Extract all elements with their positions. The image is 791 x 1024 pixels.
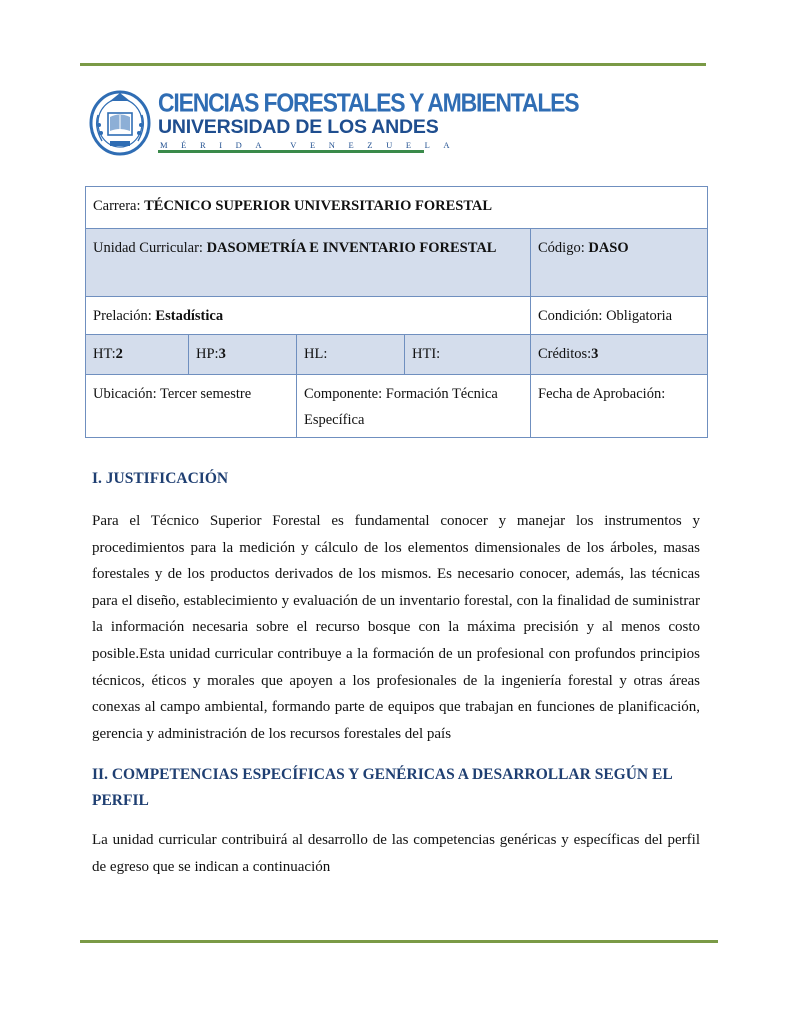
course-info-table: [85, 186, 708, 438]
ht-value: 2: [115, 346, 123, 362]
codigo-cell: [531, 229, 708, 297]
creditos-cell: [531, 335, 708, 375]
creditos-value: 3: [591, 346, 599, 362]
hp-cell: [189, 335, 297, 375]
carrera-value: TÉCNICO SUPERIOR UNIVERSITARIO FORESTAL: [144, 198, 493, 214]
bottom-divider: [80, 940, 718, 943]
section-competencias-text: La unidad curricular contribuirá al desarrollo de las competencias genéricas y específicas del perfil de egreso que se indican a continuación: [92, 832, 700, 875]
section-justificacion-text: Para el Técnico Superior Forestal es fundamental conocer y manejar los instrumentos y procedimientos para la medición y cálculo de los elementos dimensionales de los árboles, masas forestales y de los productos derivados de los mismos. Es necesario conocer, además, las técnicas para el diseño, establecimiento y evaluación de un inventario forestal, con la finalidad de suministrar la información necesaria sobre el recurso bosque con la máxima precisión y al menos costo posible.Esta unidad curricular contribuye a la formación de un profesional con profundos principios técnicos, éticos y morales que apoyen a los profesionales de la ingeniería forestal y otras áreas conexas al campo ambiental, formando parte de equipos que trabajan en funciones de planificación, gerencia y administración de los recursos forestales del país: [92, 513, 700, 742]
unidad-label: Unidad Curricular:: [93, 240, 207, 256]
hti-cell: HTI:: [405, 335, 531, 375]
carrera-cell: [86, 187, 708, 229]
logo-location: MÉRIDA VENEZUELA: [160, 140, 464, 150]
carrera-label: Carrera:: [93, 198, 145, 214]
university-logo: [88, 87, 579, 159]
university-seal-icon: [88, 87, 152, 157]
creditos-label: Créditos:: [538, 346, 592, 362]
codigo-label: Código:: [538, 240, 589, 256]
componente-cell: Componente: Formación Técnica Específica: [297, 375, 531, 438]
section-competencias-heading: II. COMPETENCIAS ESPECÍFICAS Y GENÉRICAS A DESARROLLAR SEGÚN EL PERFIL: [92, 766, 672, 809]
prelacion-label: Prelación:: [93, 308, 156, 324]
ubicacion-cell: Ubicación: Tercer semestre: [86, 375, 297, 438]
top-divider: [80, 63, 706, 66]
logo-faculty-name: CIENCIAS FORESTALES Y AMBIENTALES: [158, 88, 579, 118]
unidad-value: DASOMETRÍA E INVENTARIO FORESTAL: [206, 240, 497, 256]
fecha-aprobacion-cell: Fecha de Aprobación:: [531, 375, 708, 438]
hl-cell: HL:: [297, 335, 405, 375]
ht-cell: [86, 335, 189, 375]
condicion-cell: Condición: Obligatoria: [531, 297, 708, 335]
codigo-value: DASO: [588, 240, 629, 256]
prelacion-value: Estadística: [155, 308, 224, 324]
ht-label: HT:: [93, 346, 116, 362]
hp-value: 3: [218, 346, 226, 362]
logo-underline: [158, 150, 424, 153]
unidad-curricular-cell: [86, 229, 531, 297]
logo-university-name: UNIVERSIDAD DE LOS ANDES: [158, 116, 439, 138]
prelacion-cell: [86, 297, 531, 335]
hp-label: HP:: [196, 346, 219, 362]
section-justificacion-heading: I. JUSTIFICACIÓN: [92, 470, 229, 487]
